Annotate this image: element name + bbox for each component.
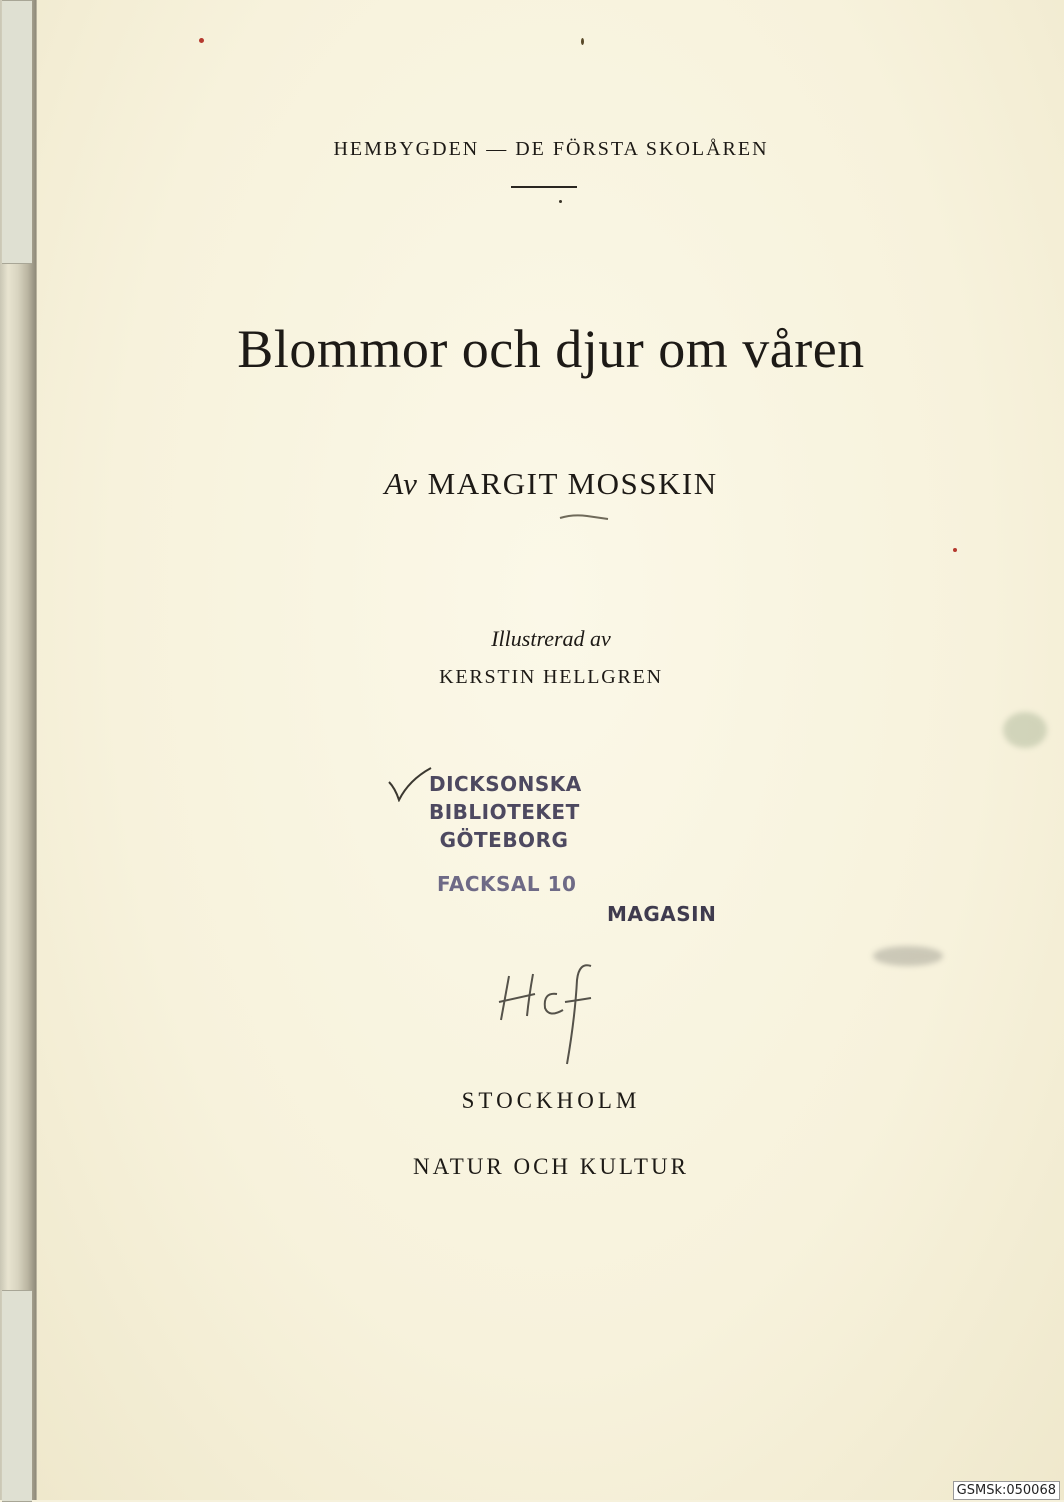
- illustrator-name: KERSTIN HELLGREN: [439, 666, 663, 688]
- checkmark-icon: [387, 766, 433, 802]
- author-prefix: Av: [384, 466, 419, 501]
- book-title: Blommor och djur om våren: [237, 319, 865, 379]
- publisher-name: NATUR OCH KULTUR: [413, 1154, 689, 1179]
- series-rule: [511, 186, 577, 188]
- binding-tape-top: [2, 0, 32, 264]
- facksal-stamp: FACKSAL 10: [437, 872, 577, 896]
- handwritten-note-hcf: [487, 958, 597, 1068]
- archive-reference-label: GSMSk:050068: [953, 1481, 1060, 1500]
- publisher-city: STOCKHOLM: [461, 1088, 641, 1113]
- title-page: [36, 0, 1064, 1500]
- library-stamp-line-1: DICKSONSKA: [429, 772, 582, 796]
- book-binding: [0, 0, 36, 1500]
- paper-fleck: [581, 38, 584, 45]
- paper-fleck: [199, 38, 204, 43]
- author-name: MARGIT MOSSKIN: [427, 466, 718, 501]
- paper-fleck: [953, 548, 957, 552]
- paper-fleck: [559, 200, 562, 203]
- magasin-stamp: MAGASIN: [607, 902, 717, 926]
- paper-smudge: [1003, 712, 1047, 748]
- paper-smudge: [873, 946, 943, 966]
- library-stamp-line-2: BIBLIOTEKET: [429, 800, 580, 824]
- binding-tape-bottom: [2, 1290, 32, 1502]
- library-stamp-line-3: GÖTEBORG: [439, 828, 569, 852]
- pencil-underline-mark: [559, 512, 609, 522]
- library-stamp: [429, 770, 582, 854]
- series-title: HEMBYGDEN — DE FÖRSTA SKOLÅREN: [333, 138, 769, 160]
- author-line: [37, 466, 1064, 502]
- illustrator-label: Illustrerad av: [491, 626, 611, 651]
